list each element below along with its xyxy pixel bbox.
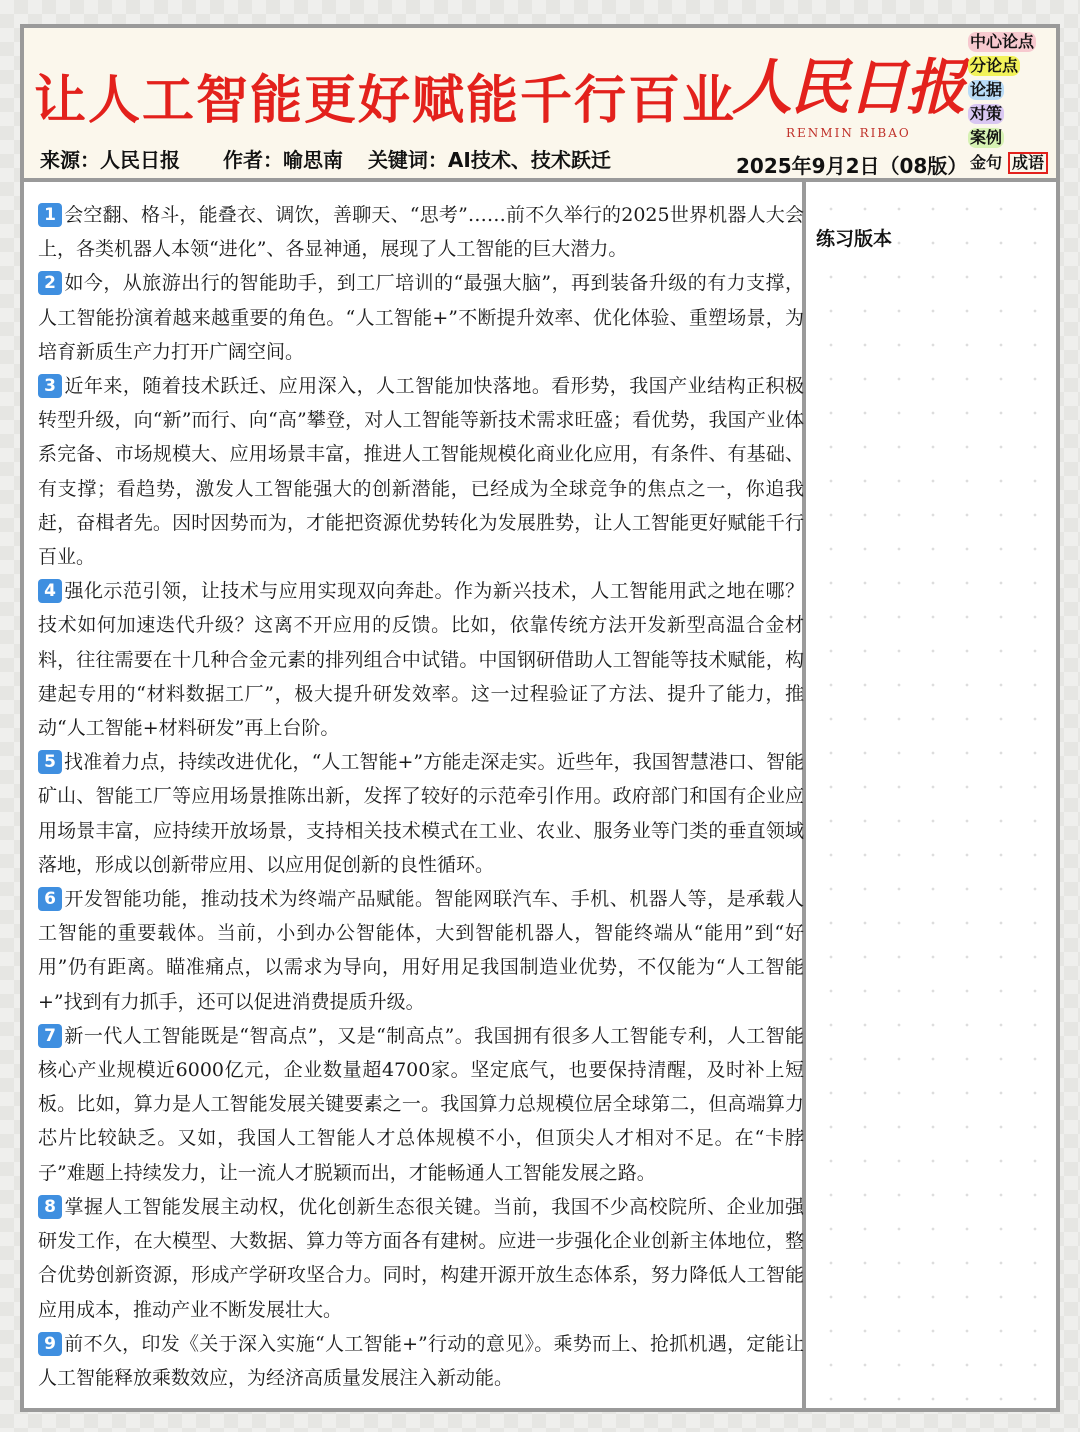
logo-english-text: RENMIN RIBAO [786, 126, 911, 140]
legend-case: 案例 [970, 128, 1003, 147]
header [24, 28, 1056, 182]
publish-date: 2025年9月2日（08版） [736, 154, 968, 178]
legend-sub-thesis: 分论点 [970, 56, 1019, 75]
paragraph-number-badge: 2 [38, 271, 62, 295]
legend-central-thesis: 中心论点 [970, 32, 1035, 51]
paragraph [38, 369, 804, 574]
legend-evidence: 论据 [970, 80, 1003, 99]
paragraph-text: 掌握人工智能发展主动权，优化创新生态很关键。当前，我国不少高校院所、企业加强研发工作，在大模型、大数据、算力等方面各有建树。应进一步强化企业创新主体地位，整合优势创新资源，形成产学研攻坚合力。同时，构建开源开放生态体系，努力降低人工智能应用成本，推动产业不断发展壮大。 [38, 1195, 804, 1321]
paragraph-number-badge: 8 [38, 1195, 62, 1219]
source-label: 来源：人民日报 [40, 148, 180, 172]
article-title: 让人工智能更好赋能千行百业 [34, 71, 737, 131]
paragraph [38, 1190, 804, 1327]
paragraph-text: 近年来，随着技术跃迁、应用深入，人工智能加快落地。看形势，我国产业结构正积极转型升级，向“新”而行、向“高”攀登，对人工智能等新技术需求旺盛；看优势，我国产业体系完备、市场规模大、应用场景丰富，推进人工智能规模化商业化应用，有条件、有基础、有支撑；看趋势，激发人工智能强大的创新潜能，已经成为全球竞争的焦点之一，你追我赶，奋楫者先。因时因势而为，才能把资源优势转化为发展胜势，让人工智能更好赋能千行百业。 [38, 375, 804, 569]
paragraph-text: 如今，从旅游出行的智能助手，到工厂培训的“最强大脑”，再到装备升级的有力支撑，人工智能扮演着越来越重要的角色。“人工智能+”不断提升效率、优化体验、重塑场景，为培育新质生产力打开广阔空间。 [38, 272, 804, 363]
legend-golden-sentence: 金句 [970, 153, 1003, 172]
paragraph [38, 745, 804, 882]
paragraph-number-badge: 9 [38, 1332, 62, 1356]
color-legend [968, 32, 1052, 176]
body-area [24, 182, 1056, 1408]
paragraph-text: 开发智能功能，推动技术为终端产品赋能。智能网联汽车、手机、机器人等，是承载人工智能的重要载体。当前，小到办公智能体，大到智能机器人，智能终端从“能用”到“好用”仍有距离。瞄准痛点，以需求为导向，用好用足我国制造业优势，不仅能为“人工智能+”找到有力抓手，还可以促进消费提质升级。 [38, 888, 804, 1013]
page-frame [20, 24, 1060, 1412]
paragraph [38, 574, 804, 745]
paragraph-number-badge: 5 [38, 750, 62, 774]
paragraph-text: 会空翻、格斗，能叠衣、调饮，善聊天、“思考”……前不久举行的2025世界机器人大会上，各类机器人本领“进化”、各显神通，展现了人工智能的巨大潜力。 [38, 204, 804, 261]
paragraph-number-badge: 7 [38, 1024, 62, 1048]
logo-chinese-text: 人民日报 [732, 53, 964, 123]
keywords-label: 关键词：AI技术、技术跃迁 [367, 148, 611, 172]
author-label: 作者：喻思南 [222, 148, 343, 172]
paragraph-text: 前不久，印发《关于深入实施“人工智能+”行动的意见》。乘势而上、抢抓机遇，定能让人工智能释放乘数效应，为经济高质量发展注入新动能。 [38, 1332, 804, 1389]
paragraph-number-badge: 6 [38, 887, 62, 911]
paragraph [38, 1019, 804, 1190]
legend-idiom: 成语 [1008, 152, 1048, 174]
paragraph-text: 新一代人工智能既是“智高点”，又是“制高点”。我国拥有很多人工智能专利，人工智能核心产业规模近6000亿元，企业数量超4700家。坚定底气，也要保持清醒，及时补上短板。比如，算力是人工智能发展关键要素之一。我国算力总规模位居全球第二，但高端算力芯片比较缺乏。又如，我国人工智能人才总体规模不小，但顶尖人才相对不足。在“卡脖子”难题上持续发力，让一流人才脱颖而出，才能畅通人工智能发展之路。 [38, 1024, 804, 1184]
paragraph [38, 266, 804, 369]
paragraph-text: 强化示范引领，让技术与应用实现双向奔赴。作为新兴技术，人工智能用武之地在哪？技术如何加速迭代升级？这离不开应用的反馈。比如，依靠传统方法开发新型高温合金材料，往往需要在十几种合金元素的排列组合中试错。中国钢研借助人工智能等技术赋能，构建起专用的“材料数据工厂”，极大提升研发效率。这一过程验证了方法、提升了能力，推动“人工智能+材料研发”再上台阶。 [38, 580, 804, 740]
paragraph [38, 1327, 804, 1395]
paragraph-number-badge: 4 [38, 579, 62, 603]
paragraph-text: 找准着力点，持续改进优化，“人工智能+”方能走深走实。近些年，我国智慧港口、智能矿山、智能工厂等应用场景推陈出新，发挥了较好的示范牵引作用。政府部门和国有企业应用场景丰富，应持续开放场景，支持相关技术模式在工业、农业、服务业等门类的垂直领域落地，形成以创新带应用、以应用促创新的良性循环。 [38, 751, 804, 876]
article-meta [40, 144, 611, 173]
practice-panel [806, 182, 1056, 1408]
article-body [24, 182, 806, 1408]
practice-title: 练习版本 [816, 228, 893, 250]
legend-countermeasure: 对策 [970, 104, 1003, 123]
paragraph-number-badge: 3 [38, 374, 62, 398]
paragraph [38, 198, 804, 266]
paragraph-number-badge: 1 [38, 203, 62, 227]
renmin-ribao-logo [724, 34, 964, 146]
paragraph [38, 882, 804, 1019]
